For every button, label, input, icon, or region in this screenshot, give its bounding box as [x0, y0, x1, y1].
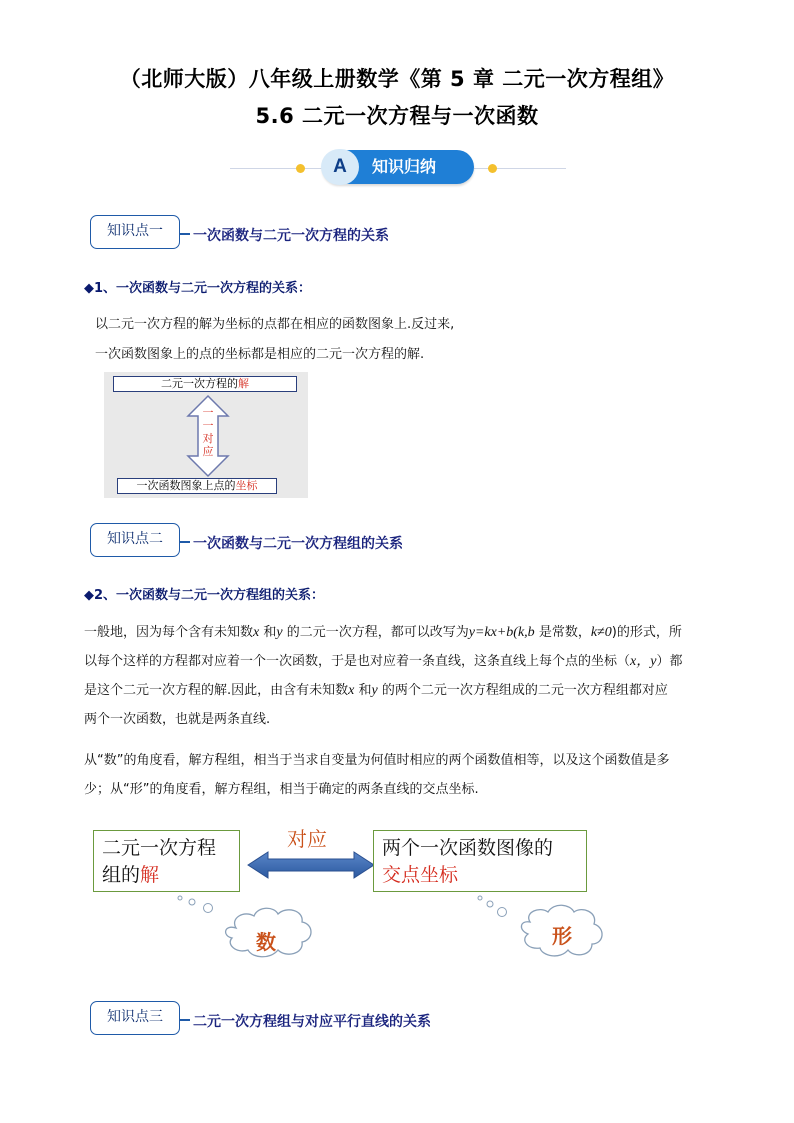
banner-dot-right: [488, 164, 497, 173]
fig2-left-line2: [102, 862, 239, 889]
section-label: 知识归纳: [372, 157, 437, 176]
formula-xy: x，y: [630, 654, 657, 669]
fig1-top-box: [113, 376, 297, 392]
kp3-tag: 知识点三: [90, 1001, 180, 1035]
text: 是常数，: [538, 625, 591, 640]
fig1-arrow-char: 一: [202, 406, 214, 419]
kp3-title: 二元一次方程组与对应平行直线的关系: [193, 1014, 431, 1030]
kp1-para-line1: 以二元一次方程的解为坐标的点都在相应的函数图象上.反过来,: [95, 317, 455, 332]
cloud-right-text: 形: [552, 924, 572, 948]
kp2-paragraph2: [84, 746, 724, 804]
text: 的二元一次方程，都可以改写为: [286, 625, 469, 640]
text: 组的: [102, 864, 141, 886]
thought-cloud-icon: [174, 892, 334, 962]
lesson-title: 5.6 二元一次方程与一次函数: [255, 104, 539, 128]
kp2-p1-line1: [84, 618, 724, 647]
var-y: y: [276, 625, 283, 640]
kp2-p1-line3: [84, 676, 724, 705]
var-y: y: [371, 683, 378, 698]
kp2-tag: 知识点二: [90, 523, 180, 557]
kp2-title: 一次函数与二元一次方程组的关系: [193, 536, 403, 552]
double-arrow-icon: [246, 850, 376, 880]
text: 和: [358, 683, 372, 698]
fig1-arrow-char: 一: [202, 419, 214, 432]
text: )的形式，所: [611, 625, 682, 640]
text: 是这个二元一次方程的解.因此，由含有未知数: [84, 683, 349, 698]
kp2-paragraph1: [84, 618, 724, 734]
section-letter: A: [321, 149, 359, 185]
kp2-connector: [180, 541, 190, 543]
formula-k: k≠0: [590, 625, 612, 640]
highlight: 解: [140, 864, 160, 886]
banner-dot-left: [296, 164, 305, 173]
fig1-bottom-text: 一次函数图象上点的: [136, 479, 236, 492]
kp1-figure: [104, 372, 308, 498]
kp1-tag: 知识点一: [90, 215, 180, 249]
fig1-bottom-highlight: 坐标: [235, 479, 258, 492]
fig2-right-box: [373, 830, 587, 892]
text: 以每个这样的方程都对应着一个一次函数，于是也对应着一条直线，这条直线上每个点的坐标（: [84, 654, 631, 669]
var-x: x: [253, 625, 260, 640]
fig1-arrow-text: [201, 406, 215, 458]
text: 的两个二元一次方程组成的二元一次方程组都对应: [381, 683, 668, 698]
kp2-p2-line2: 少；从“形”的角度看，解方程组，相当于确定的两条直线的交点坐标.: [84, 782, 479, 797]
kp3-connector: [180, 1019, 190, 1021]
kp1-connector: [180, 233, 190, 235]
document-title: （北师大版）八年级上册数学《第 5 章 二元一次方程组》: [119, 67, 675, 91]
text: 一般地，因为每个含有未知数: [84, 625, 254, 640]
kp1-title: 一次函数与二元一次方程的关系: [193, 228, 389, 244]
var-x: x: [348, 683, 355, 698]
fig1-top-text: 二元一次方程的: [161, 377, 238, 390]
fig1-arrow-char: 应: [202, 445, 214, 458]
kp2-figure: [90, 820, 600, 960]
fig2-arrow-label: 对应: [287, 827, 327, 851]
kp2-subheading: ◆2、一次函数与二元一次方程组的关系：: [84, 588, 325, 603]
text: ）都: [656, 654, 683, 669]
cloud-left-text: 数: [256, 930, 276, 954]
section-banner: [0, 148, 794, 188]
formula: y=kx+b(k,b: [468, 625, 535, 640]
banner-line-left: [230, 168, 322, 169]
kp1-subheading: ◆1、一次函数与二元一次方程的关系：: [84, 281, 312, 296]
kp2-p1-line2: [84, 647, 724, 676]
fig1-arrow-char: 对: [202, 432, 214, 445]
text: 和: [263, 625, 277, 640]
fig2-left-line1: 二元一次方程: [102, 837, 217, 859]
kp2-p2-line1: 从“数”的角度看，解方程组，相当于当求自变量为何值时相应的两个函数值相等，以及这个函数值是多: [84, 753, 670, 768]
kp2-p1-line4: 两个一次函数，也就是两条直线.: [84, 712, 271, 727]
fig1-top-highlight: 解: [238, 377, 249, 390]
fig2-right-line1: 两个一次函数图像的: [382, 837, 554, 859]
fig1-bottom-box: [117, 478, 277, 494]
thought-cloud-icon: [460, 892, 620, 962]
fig2-left-box: [93, 830, 240, 892]
kp1-para-line2: 一次函数图象上的点的坐标都是相应的二元一次方程的解.: [95, 347, 425, 362]
fig2-right-line2: 交点坐标: [382, 864, 459, 886]
section-pill: [322, 150, 474, 184]
